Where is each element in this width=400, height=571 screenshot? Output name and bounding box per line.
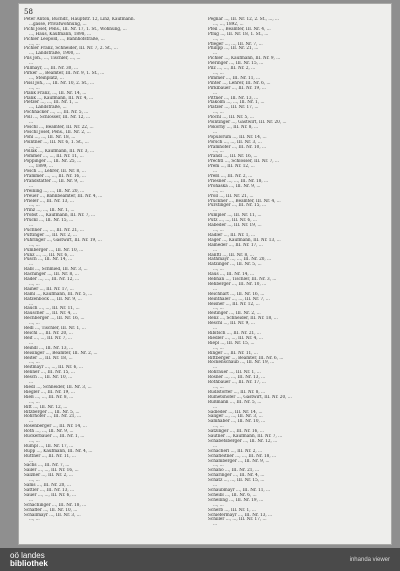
left-column xyxy=(24,17,202,542)
directory-entry-line: Punz ..., ..., III. Nr. 6, ... xyxy=(24,252,74,257)
directory-entry-line: Schamberger ..., III. Nr. 9, ... xyxy=(208,458,270,463)
directory-entry-line: ..., ... xyxy=(29,478,40,483)
directory-entry-line: ... xyxy=(29,458,33,463)
directory-entry-line: Rechberger ..., III. Nr. 16, ... xyxy=(24,316,85,321)
directory-entry-line: Schano ..., III. Nr. 21, ... xyxy=(208,468,260,473)
directory-entry-line: Scharinger ..., III. Nr. 4, ... xyxy=(208,473,265,478)
directory-entry-line: Rager ..., Kaufmann, III. Nr. 13, ... xyxy=(208,237,281,242)
directory-entry-line: ..., Steinplatz, ... xyxy=(29,75,64,80)
directory-entry-line: ..., ... xyxy=(29,438,40,443)
logo-line-2: bibliothek xyxy=(10,558,48,568)
directory-entry-line: Pichler Franz, Schneider, III. Nr. 7, 2. St., ... xyxy=(24,46,118,51)
directory-entry-line: Pöll ..., Schlosser, III. Nr. 12, ... xyxy=(24,115,91,120)
directory-entry-line: Rothbauer ..., III. Nr. 17, ... xyxy=(208,380,266,385)
directory-entry-line: Reindl ..., III. Nr. 13, ... xyxy=(24,345,74,350)
logo-line-1: oö landes xyxy=(10,550,45,560)
directory-entry-line: Pichler Leopold, ..., Bahnhofstraße, ... xyxy=(24,36,105,41)
directory-entry-line: Ratzinger ..., III. Nr. 5, ... xyxy=(208,262,262,267)
directory-entry-line: Schallmayr ..., III. Nr. 3, ... xyxy=(24,512,81,517)
directory-entry-line: Pieringer ..., III. Nr. 15, ... xyxy=(208,61,264,66)
directory-entry-line: ... xyxy=(213,51,217,56)
directory-entry-line: ...gasse, Privatwohnung, ... xyxy=(29,21,87,26)
directory-entry-line: Plank Franz, ..., III. Nr. 14, ... xyxy=(24,90,87,95)
directory-entry-line: Renz ..., Schneider, III. Nr. 18, ... xyxy=(208,316,278,321)
directory-entry-line: Raus ..., III. Nr. 14, ... xyxy=(208,272,255,277)
directory-entry-line: ..., ... xyxy=(29,399,40,404)
directory-entry-line: ..., 1899, ... xyxy=(29,164,53,169)
directory-entry-line: ..., ... xyxy=(213,227,224,232)
directory-entry-line: Pinter ..., Lehrer, III. Nr. 6, ... xyxy=(208,80,271,85)
directory-entry-line: ... xyxy=(29,223,33,228)
directory-entry-line: Reinthaler ..., ..., III. Nr. 7, ... xyxy=(208,296,270,301)
directory-entry-line: Pöschl Josef, Pens., III. Nr. 2, ... xyxy=(24,129,91,134)
directory-entry-line: Pohl ..., ..., III. Nr. 18, ... xyxy=(24,134,76,139)
directory-entry-line: Ratzenböck ..., III. Nr. 9, ... xyxy=(24,296,82,301)
directory-entry-line: ... xyxy=(29,380,33,385)
directory-entry-line: Riegler ..., III. Nr. 19, ... xyxy=(24,389,75,394)
directory-entry-line: Pumberger ..., III. Nr. 10, ... xyxy=(24,247,84,252)
directory-entry-line: ... xyxy=(29,262,33,267)
directory-entry-line: Schelling ..., III. Nr. 19, ... xyxy=(208,497,264,502)
directory-entry-line: Schiefermayr ..., III. Nr. 13, ... xyxy=(208,512,273,517)
directory-entry-line: Pirklbauer ..., III. Nr. 19, ... xyxy=(208,85,266,90)
directory-entry-line: Platzer ..., III. Nr. 17, ... xyxy=(208,105,259,110)
directory-entry-line: Pumpler ..., III. Nr. 11, ... xyxy=(208,213,262,218)
directory-entry-line: Pointinger ..., Gastwirt, III. Nr. 20, ... xyxy=(208,120,287,125)
directory-entry-line: Pommer ..., ..., III. Nr. 11, ... xyxy=(24,154,84,159)
directory-entry-line: Ritt ..., III. Nr. 12, ... xyxy=(24,404,68,409)
directory-entry-line: Rumetshofer ..., Gastwirt, III. Nr. 20, ... xyxy=(208,394,292,399)
directory-entry-line: Rader ..., ..., III. Nr. 12, ... xyxy=(24,277,80,282)
directory-entry-line: Rauscher ..., III. Nr. 4, ... xyxy=(24,311,77,316)
directory-entry-line: ..., ... xyxy=(29,360,40,365)
directory-entry-line: Riepl ..., III. Nr. 15, ... xyxy=(208,340,255,345)
directory-entry-line: Rebhan ..., Tischler, III. Nr. 3, ... xyxy=(208,277,277,282)
directory-entry-line: ..., ... xyxy=(213,345,224,350)
directory-entry-line: ... xyxy=(29,120,33,125)
directory-entry-line: Sattler ..., III. Nr. 13, ... xyxy=(24,488,75,492)
directory-entry-line: Rachinger ..., III. Nr. 8, ... xyxy=(24,272,79,277)
directory-entry-line: ... xyxy=(29,419,33,424)
directory-entry-line: ..., ... xyxy=(29,281,40,286)
directory-entry-line: Schabetsberger ..., III. Nr. 12, ... xyxy=(208,438,278,443)
directory-entry-line: Scheibl ..., III. Nr. 6, ... xyxy=(208,492,257,497)
directory-entry-line: Renner ..., III. Nr. 15, ... xyxy=(24,370,75,375)
directory-entry-line: Peter Anton, Buchdr., Hauptstr. 12, Linz, Kaufmann. xyxy=(24,17,135,21)
directory-entry-line: Putz ..., ..., III. Nr. 6, ... xyxy=(208,218,257,223)
directory-entry-line: Populorum ..., III. Nr. 14, ... xyxy=(208,134,267,139)
directory-entry-line: Pramhofer ..., III. Nr. 10, ... xyxy=(208,144,266,149)
directory-entry-line: Ruttner ..., III. Nr. 11, ... xyxy=(24,453,76,458)
viewer-label: inhanda viewer xyxy=(349,556,390,563)
directory-entry-line: Plank ..., Kaufmann, III. Nr. 4, ... xyxy=(24,95,94,100)
directory-entry-line: Roth ..., ..., III. Nr. 9, ... xyxy=(24,429,74,434)
directory-entry-line: ..., ... xyxy=(29,203,40,208)
directory-entry-line: Sauer ..., ..., III. Nr. 6, ... xyxy=(24,492,76,497)
directory-entry-line: ... xyxy=(213,286,217,291)
directory-entry-line: Ranftl ..., III. Nr. 8, ... xyxy=(208,252,254,257)
directory-entry-line: Prückl ..., III. Nr. 15, ... xyxy=(24,218,74,223)
directory-entry-line: ... xyxy=(213,247,217,252)
directory-entry-line: Porsch ..., ..., III. Nr. 3, ... xyxy=(208,139,262,144)
directory-entry-line: Reitmayr ..., ..., III. Nr. 6, ... xyxy=(24,365,83,370)
directory-entry-line: Pilz ..., ..., III. Nr. 2, ... xyxy=(208,66,256,71)
directory-entry-line: Raml ..., Kaufmann, III. Nr. 5, ... xyxy=(24,291,93,296)
directory-entry-line: Prandl ..., III. Nr. 16, ... xyxy=(208,154,258,159)
directory-entry-line: Pointner ..., III. Nr. 6, 1. St., ... xyxy=(24,139,89,144)
directory-entry-line: Reiter ..., III. Nr. 18, ... xyxy=(24,355,73,360)
directory-entry-line: Reichl ..., III. Nr. 20, ... xyxy=(24,331,73,335)
directory-entry-line: ... xyxy=(29,497,33,502)
directory-entry-line: Saliger ..., ..., III. Nr. 3, ... xyxy=(208,414,263,419)
directory-entry-line: Rupp ..., Kaufmann, III. Nr. 4, ... xyxy=(24,448,93,453)
directory-entry-line: ... xyxy=(213,522,217,527)
directory-entry-line: Samhaber ..., III. Nr. 10, ... xyxy=(208,419,266,424)
directory-entry-line: Pissl Joh., ..., III. Nr. 10, 2. St., ... xyxy=(24,80,95,85)
directory-entry-line: Pillmayr, ..., III. Nr. 30, ... xyxy=(24,66,79,71)
directory-entry-line: Prieler ..., III. Nr. 13, ... xyxy=(24,198,74,203)
directory-entry-line: Sachs ..., III. Nr. 7, ... xyxy=(24,463,70,468)
directory-entry-line: Probst ..., Kaufmann, III. Nr. 7, ... xyxy=(24,213,96,218)
directory-entry-line: ..., ... xyxy=(29,517,40,522)
directory-entry-line: Rieß ..., ..., III. Nr. 8, ... xyxy=(24,394,74,399)
directory-entry-line: ..., Landstraße, ... xyxy=(29,105,67,110)
directory-entry-line: ..., ... xyxy=(213,36,224,41)
directory-entry-line: ..., ... xyxy=(29,85,40,90)
directory-entry-line: ..., ..., 1892, ... xyxy=(213,21,244,26)
directory-entry-line: Pletzer ..., ..., III. Nr. 1, ... xyxy=(24,100,79,105)
directory-entry-line: Schachinger ..., III. Nr. 18, ... xyxy=(24,502,87,507)
directory-entry-line: Sailer ..., ..., III. Nr. 16, ... xyxy=(24,468,79,473)
directory-entry-line: Resch ..., III. Nr. 10, ... xyxy=(24,375,73,380)
directory-entry-line: Satzinger ..., III. Nr. 16, ... xyxy=(208,429,264,434)
directory-entry-line: ..., ... xyxy=(213,110,224,115)
directory-entry-line: Schatz ..., ..., III. Nr. 15, ... xyxy=(208,478,265,483)
directory-entry-line: Pegnar ..., III. Nr. 12, 2. St., ..., ... xyxy=(208,17,279,21)
directory-entry-line: Pöchhacker ..., ..., III. Nr. 5, ... xyxy=(24,110,89,115)
directory-entry-line: Rohrauer ..., III. Nr. 1, ... xyxy=(208,370,261,375)
directory-entry-line: ..., ... xyxy=(213,306,224,311)
directory-entry-line: ... xyxy=(29,61,33,66)
directory-entry-line: Prandstätter ..., III. Nr. 9, ... xyxy=(24,178,84,183)
library-logo[interactable] xyxy=(10,552,48,568)
directory-entry-line: Rosenberger ..., III. Nr. 14, ... xyxy=(24,424,87,429)
directory-entry-line: Pöschl ..., Beamter, III. Nr. 22, ... xyxy=(24,124,94,129)
directory-entry-line: Redl ..., Tischler, III. Nr. 1, ... xyxy=(24,326,86,331)
directory-entry-line: ..., ... xyxy=(213,70,224,75)
directory-entry-line: Pokorny ..., III. Nr. 8, ... xyxy=(208,124,259,129)
directory-entry-line: ..., ... xyxy=(29,242,40,247)
directory-entry-line: Schaffer ..., III. Nr. 10, ... xyxy=(24,507,78,512)
directory-entry-line: ... xyxy=(29,183,33,188)
directory-entry-line: ... xyxy=(213,404,217,409)
directory-entry-line: Ringer ..., III. Nr. 11, ... xyxy=(208,350,258,355)
directory-entry-line: ... xyxy=(213,169,217,174)
directory-entry-line: Priesner ..., ..., III. Nr. 18, ... xyxy=(208,178,269,183)
directory-entry-line: Pürstinger ..., III. Nr. 15, ... xyxy=(208,203,267,208)
directory-entry-line: ... xyxy=(213,90,217,95)
directory-entry-line: Schaubmayr ..., III. Nr. 11, ... xyxy=(208,488,271,492)
directory-entry-line: Pittner ..., III. Nr. 13, ... xyxy=(208,95,259,100)
directory-entry-line: Pflug ..., III. Nr. 18, 1. St., ... xyxy=(208,31,269,36)
directory-entry-line: Rohrhofer ..., III. Nr. 21, ... xyxy=(24,414,82,419)
directory-entry-line: Rathmayr ..., ..., III. Nr. 20, ... xyxy=(208,257,272,262)
directory-entry-line: Pfeil ..., Beamter, III. Nr. 4, ... xyxy=(208,26,271,31)
document-page xyxy=(18,3,392,545)
directory-entry-line: Pfleger ..., ..., III. Nr. 7, ... xyxy=(208,41,263,46)
directory-entry-line: Pollak ..., Kaufmann, III. Nr. 3, ... xyxy=(24,149,95,154)
directory-entry-line: Preining ..., ..., III. Nr. 20, ... xyxy=(24,188,85,193)
directory-entry-line: Reitinger ..., III. Nr. 2, ... xyxy=(208,311,261,316)
directory-entry-line: Schacherl ..., III. Nr. 2, ... xyxy=(208,448,263,453)
directory-entry-line: Radler ..., III. Nr. 1, ... xyxy=(208,232,256,237)
directory-entry-line: Scherb ..., III. Nr. 1, ... xyxy=(208,507,256,512)
directory-entry-line: ..., ... xyxy=(29,144,40,149)
directory-entry-line: Sadleder ..., III. Nr. 14, ... xyxy=(208,409,263,414)
directory-entry-line: Preßl ..., III. Nr. 2, ... xyxy=(208,174,253,178)
directory-entry-line: Rehberger ..., III. Nr. 10, ... xyxy=(208,281,267,286)
directory-entry-line: Prem ..., III. Nr. 12, ... xyxy=(208,164,255,169)
directory-entry-line: Rußmann ..., III. Nr. 5, ... xyxy=(208,399,262,404)
directory-entry-line: Reichhart ..., III. Nr. 16, ... xyxy=(208,291,265,296)
directory-entry-line: Pirker ..., Beamter, III. Nr. 9, 1. St., ... xyxy=(24,70,105,75)
directory-entry-line: ..., ... xyxy=(213,267,224,272)
directory-entry-line: Puchner ..., ..., III. Nr. 21, ... xyxy=(24,227,84,232)
directory-entry-line: ..., ... xyxy=(213,424,224,429)
directory-entry-line: Rauch ..., ..., III. Nr. 11, ... xyxy=(24,306,80,311)
directory-entry-line: Ribitsch ..., III. Nr. 21, ... xyxy=(208,331,261,335)
directory-entry-line: Pusch ..., III. Nr. 14, ... xyxy=(24,257,73,262)
directory-entry-line: ..., ... xyxy=(213,188,224,193)
directory-entry-line: Riedl ..., Schneider, III. Nr. 3, ... xyxy=(24,384,92,389)
directory-entry-line: ... xyxy=(29,301,33,306)
directory-entry-line: ..., Landstraße, 1900, ... xyxy=(29,51,80,56)
directory-entry-line: Plakolm ..., ..., III. Nr. 1, ... xyxy=(208,100,265,105)
directory-entry-line: ... xyxy=(213,208,217,213)
directory-entry-line: Rittberger ..., Beamter, III. Nr. 6, ... xyxy=(208,355,284,360)
directory-entry-line: ..., ... xyxy=(29,41,40,46)
directory-entry-line: Riedler ..., ..., III. Nr. 4, ... xyxy=(208,335,263,340)
directory-entry-line: Rudlstorfer ..., III. Nr. 8, ... xyxy=(208,389,266,394)
viewer-footer xyxy=(0,548,400,571)
directory-entry-line: Reschl ..., III. Nr. 9, ... xyxy=(208,321,255,326)
directory-entry-line: Salzner ..., III. Nr. 2, ... xyxy=(24,473,73,478)
directory-entry-line: Prammer ..., ..., III. Nr. 16, ... xyxy=(24,174,86,178)
directory-entry-line: ... xyxy=(213,443,217,448)
directory-entry-line: Schiller ..., ..., III. Nr. 17, ... xyxy=(208,517,267,522)
directory-entry-line: Rabeder ..., III. Nr. 19, ... xyxy=(208,223,262,228)
directory-entry-line: Reisner ..., III. Nr. 12, ... xyxy=(208,301,260,306)
directory-entry-line: Pimmer ..., III. Nr. 11, ... xyxy=(208,75,261,80)
directory-entry-line: Reisinger ..., Beamter, III. Nr. 2, ... xyxy=(24,350,98,355)
directory-entry-line: Pröll ..., III. Nr. 21, ... xyxy=(208,193,254,198)
right-column xyxy=(208,17,386,542)
directory-entry-line: ... xyxy=(213,129,217,134)
directory-entry-line: Rabl ..., Schmied, III. Nr. 3, ... xyxy=(24,267,88,272)
directory-entry-line: Ruckerbauer ..., III. Nr. 1, ... xyxy=(24,434,85,439)
directory-entry-line: ..., ... xyxy=(29,321,40,326)
directory-entry-line: Puttinger ..., III. Nr. 2, ... xyxy=(24,232,77,237)
directory-entry-line: Poppinger ..., III. Nr. 25, ... xyxy=(24,159,82,164)
directory-entry-line: Reif ..., ..., III. Nr. 7, ... xyxy=(24,335,72,340)
directory-entry-line: ..., Haus, Kaufmann, 1898, ... xyxy=(29,31,92,36)
directory-entry-line: Schafleitner ..., ..., III. Nr. 18, ... xyxy=(208,453,276,458)
directory-entry-line: Rosner ..., ..., III. Nr. 13, ... xyxy=(208,375,266,380)
directory-entry-line: Pils Joh., ..., Tischler, ..., ... xyxy=(24,56,81,61)
directory-entry-line: Pruckner ..., Beamter, III. Nr. 4, ... xyxy=(208,198,281,203)
directory-entry-line: Philipp ..., III. Nr. 21, ... xyxy=(208,46,259,51)
directory-entry-line: Preuer ..., Bahnbeamter, III. Nr. 4, ... xyxy=(24,193,103,198)
directory-entry-line: Prechtl ..., Schlosser, III. Nr. 7, ... xyxy=(208,159,279,164)
directory-entry-line: Pichler ..., Kaufmann, III. Nr. 9, ... xyxy=(208,56,281,61)
directory-entry-line: Posch ..., Lehrer, III. Nr. 8, ... xyxy=(24,169,86,174)
page-number: 58 xyxy=(24,8,33,16)
directory-entry-line: Rockenschaub ..., III. Nr. 19, ... xyxy=(208,360,275,365)
directory-entry-line: Rameder ..., III. Nr. 17, ... xyxy=(208,242,263,247)
directory-entry-line: Sautner ..., Kaufmann, III. Nr. 7, ... xyxy=(208,434,283,439)
directory-entry-line: Sams ..., III. Nr. 20, ... xyxy=(24,483,71,488)
directory-entry-line: Pühringer ..., Gastwirt, III. Nr. 19, ... xyxy=(24,237,102,242)
directory-entry-line: ..., ... xyxy=(213,502,224,507)
directory-entry-line: ... xyxy=(29,340,33,345)
directory-entry-line: ... xyxy=(213,326,217,331)
directory-entry-line: ... xyxy=(213,365,217,370)
directory-entry-line: Rainer ..., III. Nr. 17, ... xyxy=(24,286,74,291)
directory-entry-line: ..., ... xyxy=(213,463,224,468)
directory-entry-line: Plöchl ..., III. Nr. 5, ... xyxy=(208,115,254,120)
directory-entry-line: Prinz ..., ..., III. Nr. 1, ... xyxy=(24,208,75,213)
directory-entry-line: Rumpl ..., III. Nr. 17, ... xyxy=(24,443,74,448)
directory-entry-line: Ritzberger ..., III. Nr. 5, ... xyxy=(24,409,80,414)
directory-entry-line: ..., ... xyxy=(213,384,224,389)
directory-entry-line: ..., ... xyxy=(213,149,224,154)
directory-entry-line: ... xyxy=(213,483,217,488)
directory-entry-line: Prohaska ..., III. Nr. 9, ... xyxy=(208,183,261,188)
directory-entry-line: Pichl Josef, Pens., III. Nr. 17, 1. St., Wohnung, ... xyxy=(24,26,127,31)
